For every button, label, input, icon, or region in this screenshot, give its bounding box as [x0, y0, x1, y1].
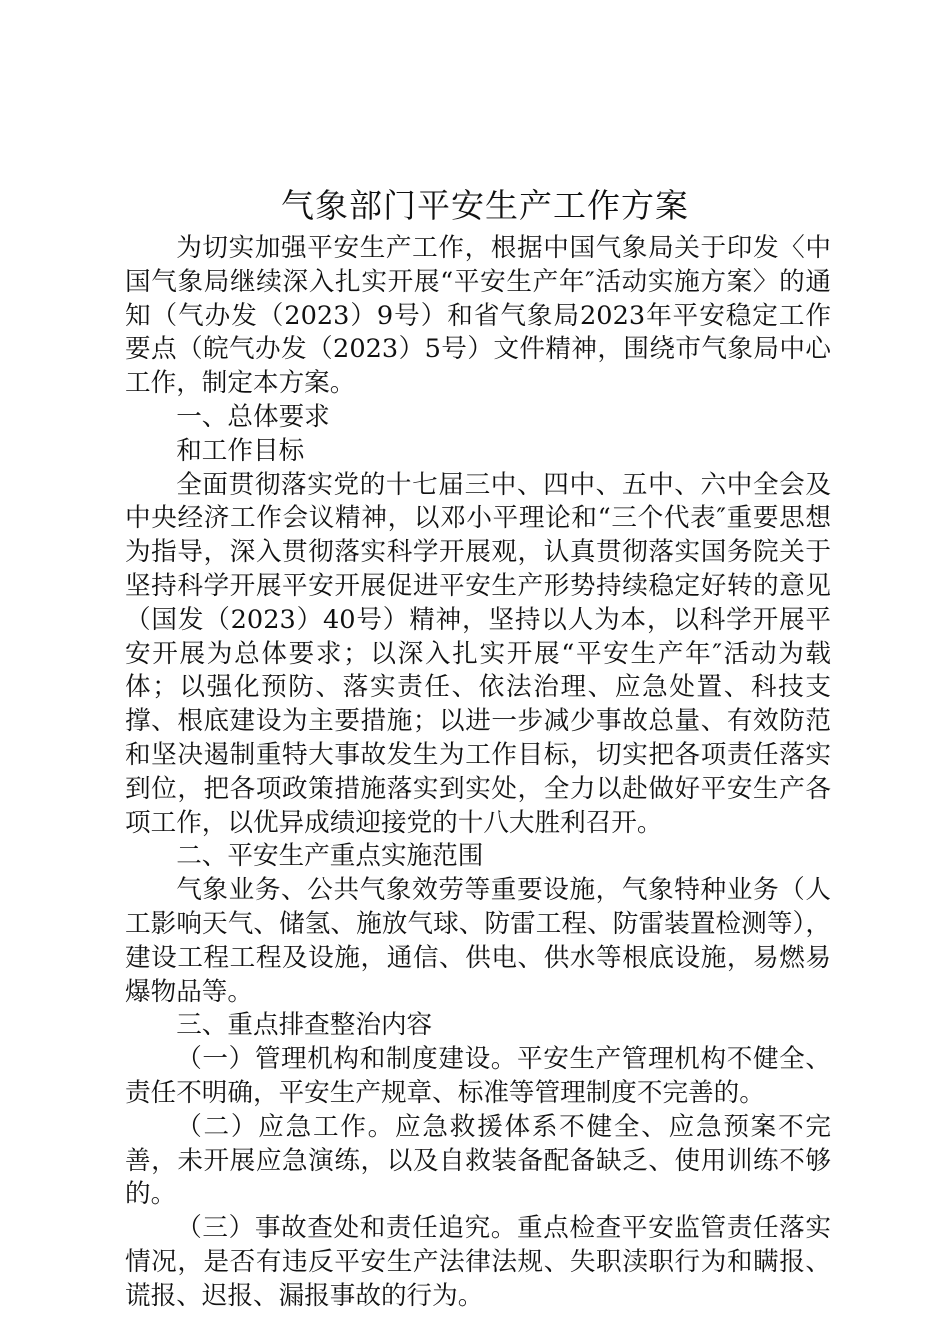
- intro-paragraph: 为切实加强平安生产工作，根据中国气象局关于印发〈中国气象局继续深入扎实开展“平安生产年″活动实施方案〉的通知（气办发（2023）9号）和省气象局2023年平安稳定工作要点（皖气办发（2023）5号）文件精神，围绕市气象局中心工作，制定本方案。: [125, 233, 831, 399]
- document-page: [125, 180, 831, 1314]
- section-3-item-3: （三）事故查处和责任追究。重点检查平安监管责任落实情况，是否有违反平安生产法律法规、失职渎职行为和瞒报、谎报、迟报、漏报事故的行为。: [125, 1213, 831, 1311]
- section-3-item-1: （一）管理机构和制度建设。平安生产管理机构不健全、责任不明确，平安生产规章、标准等管理制度不完善的。: [125, 1044, 831, 1108]
- section-1-heading: 一、总体要求: [176, 401, 330, 432]
- section-2-heading: 二、平安生产重点实施范围: [176, 841, 484, 872]
- section-1-subheading: 和工作目标: [176, 435, 305, 466]
- section-3-item-2: （二）应急工作。应急救援体系不健全、应急预案不完善，未开展应急演练，以及自救装备配备缺乏、使用训练不够的。: [125, 1111, 831, 1210]
- document-title: 气象部门平安生产工作方案: [281, 186, 689, 225]
- section-1-body: 全面贯彻落实党的十七届三中、四中、五中、六中全会及中央经济工作会议精神，以邓小平理论和“三个代表″重要思想为指导，深入贯彻落实科学开展观，认真贯彻落实国务院关于坚持科学开展平安开展促进平安生产形势持续稳定好转的意见（国发（2023）40号）精神，坚持以人为本，以科学开展平安开展为总体要求；以深入扎实开展“平安生产年″活动为载体；以强化预防、落实责任、依法治理、应急处置、科技支撑、根底建设为主要措施；以进一步减少事故总量、有效防范和坚决遏制重特大事故发生为工作目标，切实把各项责任落实到位，把各项政策措施落实到实处，全力以赴做好平安生产各项工作，以优异成绩迎接党的十八大胜利召开。: [125, 469, 831, 838]
- section-2-body: 气象业务、公共气象效劳等重要设施，气象特种业务（人工影响天气、储氢、施放气球、防雷工程、防雷装置检测等），建设工程工程及设施，通信、供电、供水等根底设施，易燃易爆物品等。: [125, 875, 831, 1007]
- section-3-heading: 三、重点排查整治内容: [176, 1010, 433, 1041]
